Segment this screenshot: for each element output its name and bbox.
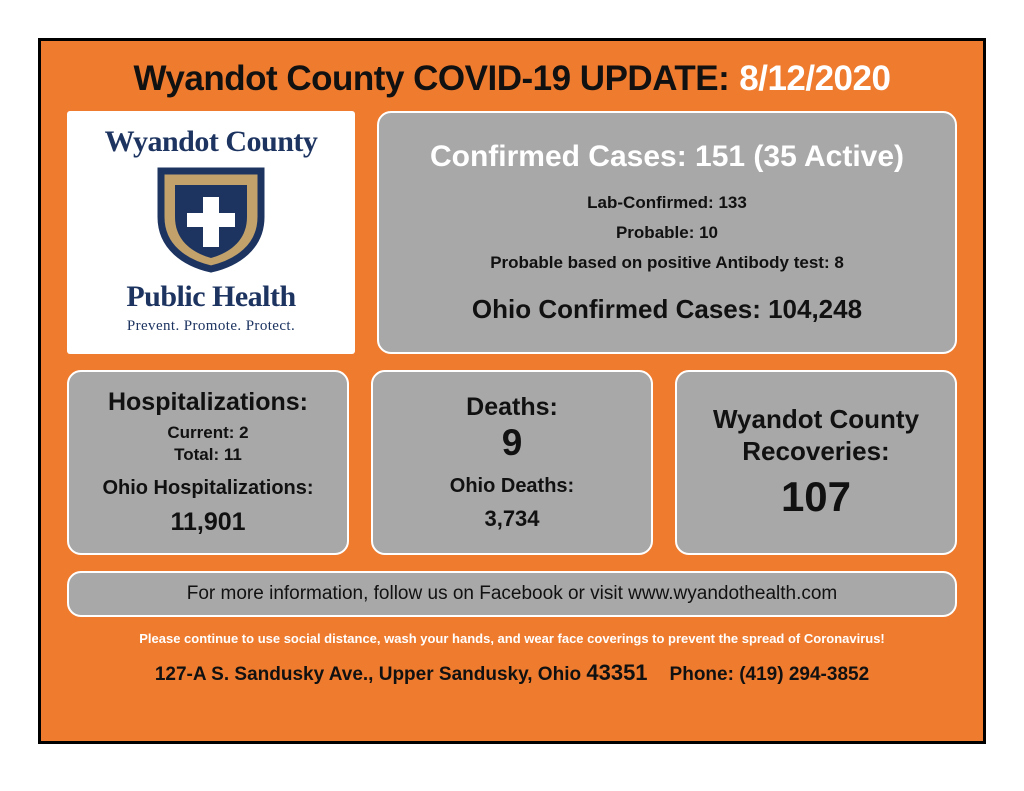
recoveries-value: 107 xyxy=(780,472,852,520)
footer-contact-line xyxy=(41,660,983,686)
hospitalizations-card xyxy=(67,370,349,555)
footer-phone: Phone: (419) 294-3852 xyxy=(669,664,870,685)
lab-confirmed-line: Lab-Confirmed: 133 xyxy=(587,193,747,212)
hospitalizations-heading: Hospitalizations: xyxy=(107,388,308,416)
recoveries-heading-line2: Recoveries: xyxy=(742,435,890,466)
footer-safety-note: Please continue to use social distance, wash your hands, and wear face coverings to prevent the spread of Coronavirus! xyxy=(139,631,885,646)
confirmed-cases-heading: Confirmed Cases: 151 (35 Active) xyxy=(429,140,905,173)
logo-bottom-text: Public Health xyxy=(126,280,296,313)
recoveries-card xyxy=(675,370,957,555)
ohio-confirmed-cases-line: Ohio Confirmed Cases: 104,248 xyxy=(471,294,863,324)
logo-top-text: Wyandot County xyxy=(104,125,318,158)
footer xyxy=(41,631,983,686)
ohio-deaths-value: 3,734 xyxy=(484,505,540,531)
confirmed-cases-card xyxy=(377,111,957,354)
ohio-hospitalizations-value: 11,901 xyxy=(170,508,246,536)
probable-line: Probable: 10 xyxy=(615,223,719,242)
agency-logo-card xyxy=(67,111,355,354)
deaths-value: 9 xyxy=(501,422,523,464)
poster xyxy=(38,38,986,744)
probable-antibody-line: Probable based on positive Antibody test: 8 xyxy=(490,253,844,272)
top-row xyxy=(67,111,957,354)
poster-title-row xyxy=(41,59,983,99)
shield-cross-logo-icon xyxy=(155,165,267,278)
footer-address: 127-A S. Sandusky Ave., Upper Sandusky, Ohio xyxy=(154,664,587,685)
deaths-card xyxy=(371,370,653,555)
footer-zip: 43351 xyxy=(586,660,648,685)
report-date: 8/12/2020 xyxy=(739,59,891,98)
hospitalizations-current: Current: 2 xyxy=(167,423,249,442)
page-title: Wyandot County COVID-19 UPDATE: xyxy=(133,59,730,98)
recoveries-heading-line1: Wyandot County xyxy=(712,404,920,435)
ohio-hospitalizations-label: Ohio Hospitalizations: xyxy=(102,477,314,499)
deaths-heading: Deaths: xyxy=(466,393,558,422)
more-info-text: For more information, follow us on Facebook or visit www.wyandothealth.com xyxy=(186,583,838,604)
stats-row xyxy=(67,370,957,555)
ohio-deaths-label: Ohio Deaths: xyxy=(449,474,575,497)
hospitalizations-total: Total: 11 xyxy=(174,445,242,464)
logo-tagline: Prevent. Promote. Protect. xyxy=(126,318,296,334)
more-info-bar xyxy=(67,571,957,617)
